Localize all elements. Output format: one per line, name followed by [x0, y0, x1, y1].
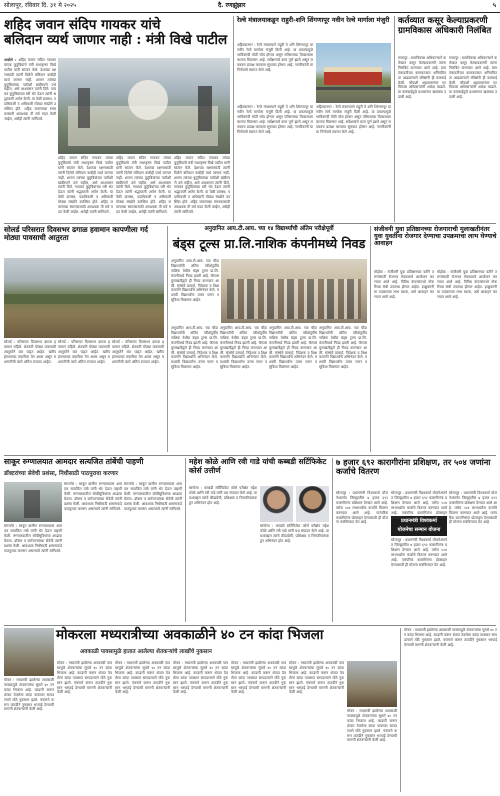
hospital-photo: [4, 482, 62, 522]
article7-body-col2: संगमनेर : साकूर ग्रामीण रुग्णालयाला आमदार सत्यजित तांबे यांनी भेट देऊन पाहणी केली. रुग्णालयातील सोयीसुविधांचा आढावा घेतला. डॉक्टर व कर्मचाऱ्यांच्या सेवेची त्यांनी प्रशंसा केली. आवश्यक निधीसाठी शासनाकडे पाठपुरावा करणार असल्याचे त्यांनी सांगितले.: [64, 482, 122, 511]
article6-body-col2: मोहोळ : संजीवनी युवा प्रतिष्ठानच्या वतीने तरुणांसाठी रोजगार मेळाव्याचे आयोजन करण्यात आले आहे. विविध कंपन्यांमध्ये नोकरीच्या संधी उपलब्ध होणार आहेत. इच्छुकांनी या उपक्रमाचा लाभ घ्यावा, असे आवाहन करण्यात आले आहे.: [437, 270, 497, 299]
article9-body-col2-top: सोलापूर : प्रधानमंत्री विश्वकर्मा योजनेअंतर्गत जिल्ह्यातील ७ हजार ६९२ कारागीरांना प्रशिक्षण देण्यात आले आहे. तसेच ५०४ लाभार्थ्यांना कर्जाचे वितरण करण्यात आले आहे. पारंपरिक कारागिरांना प्रोत्साहन देण्यासाठी ही योजना राबविण्यात येत आहे.: [391, 491, 447, 520]
onion-photo-1: [4, 628, 54, 676]
article10-body-col1: मोकर : मध्यरात्री झालेल्या अवकाळी पावसामुळे शेतकऱ्यांचा सुमारे ४० टन कांदा भिजला आहे. काढणी करून शेतात ठेवलेला कांदा पावसात सापडल्याने मोठे नुकसान झाले. पंचनामे करून तातडीने नुकसान भरपाई देण्याची मागणी शेतकऱ्यांनी केली आहे.: [4, 678, 54, 712]
article7-body-col3: संगमनेर : साकूर ग्रामीण रुग्णालयाला आमदार सत्यजित तांबे यांनी भेट देऊन पाहणी केली. रुग्णालयातील सोयीसुविधांचा आढावा घेतला. डॉक्टर व कर्मचाऱ्यांच्या सेवेची त्यांनी प्रशंसा केली. आवश्यक निधीसाठी शासनाकडे पाठपुरावा करणार असल्याचे त्यांनी सांगितले.: [124, 482, 182, 511]
article10-body-col4: मोकर : मध्यरात्री झालेल्या अवकाळी पावसामुळे शेतकऱ्यांचा सुमारे ४० टन कांदा भिजला आहे. काढणी करून शेतात ठेवलेला कांदा पावसात सापडल्याने मोठे नुकसान झाले. पंचनामे करून तातडीने नुकसान भरपाई देण्याची मागणी शेतकऱ्यांनी केली आहे.: [173, 661, 228, 695]
article1-body-col3: शहिद जवान संदिप गायकर यांच्या कुटुंबियांचे मंत्री राधाकृष्ण विखे पाटील यांनी सांत्वन केले. देशाच्या रक्षणासाठी त्यांनी दिलेले बलिदान कधीही व्यर्थ जाणार नाही. शासन त्यांच्या कुटुंबियांच्या पाठीशी खंबीरपणे उभे राहील, असे आश्वासन त्यांनी दिले. गायकर कुटुंबियांच्या घरी भेट देऊन त्यांनी श्रद्धांजली अर्पण केली. या वेळी ग्रामस्थ, पदाधिकारी व अधिकारी मोठ्या संख्येने उपस्थित होते. शहिद जवानाच्या स्मारकासाठी आवश्यक ती सर्व मदत केली जाईल, असेही त्यांनी सांगितले.: [116, 156, 171, 214]
portrait-photo-2: [296, 486, 329, 522]
article2-body-col1: अहिल्यानगर : रेल्वे मंत्रालयाने राहुरी ते शनि शिंगणापूर या नवीन रेल्वे मार्गाला मंजुरी दिली आहे. या प्रकल्पामुळे भाविकांची मोठी सोय होणार असून परिसराच्या विकासाला चालना मिळणार आहे. सर्वेक्षणाचे काम पूर्ण झाले असून लवकरच प्रत्यक्ष कामाला सुरुवात होणार आहे. नागरिकांनी या निर्णयाचे स्वागत केले आहे.: [237, 43, 313, 72]
article1-photo: [58, 58, 230, 154]
article10-body-col7: मोकर : मध्यरात्री झालेल्या अवकाळी पावसामुळे शेतकऱ्यांचा सुमारे ४० टन कांदा भिजला आहे. काढणी करून शेतात ठेवलेला कांदा पावसात सापडल्याने मोठे नुकसान झाले. पंचनामे करून तातडीने नुकसान भरपाई देण्याची मागणी शेतकऱ्यांनी केली आहे.: [347, 709, 397, 743]
article9-body-col2: सोलापूर : प्रधानमंत्री विश्वकर्मा योजनेअंतर्गत जिल्ह्यातील ७ हजार ६९२ कारागीरांना प्रशिक्षण देण्यात आले आहे. तसेच ५०४ लाभार्थ्यांना कर्जाचे वितरण करण्यात आले आहे. पारंपरिक कारागिरांना प्रोत्साहन देण्यासाठी ही योजना राबविण्यात येत आहे.: [391, 538, 447, 567]
field-photo: [4, 258, 164, 338]
article8-headline: महेश कोळे आणि रवी गाडे यांची कब्बडी सर्टिफिकेट कोर्स उत्तीर्ण: [189, 457, 327, 475]
article4-body-col1: सोलर्ड : परिसरात दिवसभर ढगाळ हवामान राहिले. शेतकरी मोठ्या पावसाची आतुरतेने वाट पाहत आहेत. खरीप हंगामाच्या तयारीला वेग आला असून मशागतीची कामे अंतिम टप्प्यात आहेत.: [4, 340, 56, 364]
students-photo: [221, 259, 367, 323]
page-header: [0, 0, 500, 13]
article7-headline: साकूर रुग्णालयात आमदार सत्यजित तांबेंची पाहणी: [4, 457, 144, 466]
header-date: सोलापूर, रविवार दि. ३१ मे २०२५: [4, 2, 77, 9]
article5-body-col4: अनुदानित आय.टी.आय. च्या चौदा विद्यार्थ्यांची अंतिम परीक्षेपूर्वीच नाशिक येथील बंड्स टूल्स प्रा.लि. कंपनीमध्ये निवड झाली आहे. कॅम्पस मुलाखतीद्वारे ही निवड करण्यात आली. संस्थेचे प्राचार्य, निदेशक व शिक्षकवर्गाने विद्यार्थ्यांचे अभिनंदन केले. यशस्वी विद्यार्थ्यांना उत्तम पगार व सुविधा मिळणार आहेत.: [269, 326, 317, 370]
portrait-photo-1: [260, 486, 293, 522]
article1-headline: शहिद जवान संदिप गायकर यांचे बलिदान व्यर्थ जाणार नाही : मंत्री विखे पाटील: [4, 17, 228, 49]
scheme-box: प्रधानमंत्री विश्वकर्मा योजनेचा सन्मान योजना: [391, 516, 447, 536]
article6-body-col1: मोहोळ : संजीवनी युवा प्रतिष्ठानच्या वतीने तरुणांसाठी रोजगार मेळाव्याचे आयोजन करण्यात आले आहे. विविध कंपन्यांमध्ये नोकरीच्या संधी उपलब्ध होणार आहेत. इच्छुकांनी या उपक्रमाचा लाभ घ्यावा, असे आवाहन करण्यात आले आहे.: [374, 270, 434, 299]
article1-body-col1: अकोले : शहिद जवान संदिप गायकर यांच्या कुटुंबियांचे मंत्री राधाकृष्ण विखे पाटील यांनी सांत्वन केले. देशाच्या रक्षणासाठी त्यांनी दिलेले बलिदान कधीही व्यर्थ जाणार नाही. शासन त्यांच्या कुटुंबियांच्या पाठीशी खंबीरपणे उभे राहील, असे आश्वासन त्यांनी दिले. गायकर कुटुंबियांच्या घरी भेट देऊन त्यांनी श्रद्धांजली अर्पण केली. या वेळी ग्रामस्थ, पदाधिकारी व अधिकारी मोठ्या संख्येने उपस्थित होते. शहिद जवानाच्या स्मारकासाठी आवश्यक ती सर्व मदत केली जाईल, असेही त्यांनी सांगितले.: [4, 58, 56, 121]
article10-body-col8: मोकर : मध्यरात्री झालेल्या अवकाळी पावसामुळे शेतकऱ्यांचा सुमारे ४० टन कांदा भिजला आहे. काढणी करून शेतात ठेवलेला कांदा पावसात सापडल्याने मोठे नुकसान झाले. पंचनामे करून तातडीने नुकसान भरपाई देण्याची मागणी शेतकऱ्यांनी केली आहे.: [404, 628, 497, 647]
article3-body-col2: राजापूर : ग्रामविकास अधिकाऱ्याने कर्तव्यात कसूर केल्याप्रकरणी त्यांना निलंबित करण्यात आले आहे. ग्रामपंचायतीच्या कामकाजात अनियमितता आढळल्याने वरिष्ठांनी ही कारवाई केली. चौकशी अहवालानंतर गटविकास अधिकाऱ्यांनी आदेश काढले. या कारवाईमुळे प्रशासनात खळबळ उडाली आहे.: [449, 56, 497, 100]
article4-headline: सोलर्ड परिसरात दिवसभर ढगाळ हवामान कापणीला गर्द मोठ्या पावसाची आतुरता: [4, 225, 148, 243]
article9-body-col1: सोलापूर : प्रधानमंत्री विश्वकर्मा योजनेअंतर्गत जिल्ह्यातील ७ हजार ६९२ कारागीरांना प्रशिक्षण देण्यात आले आहे. तसेच ५०४ लाभार्थ्यांना कर्जाचे वितरण करण्यात आले आहे. पारंपरिक कारागिरांना प्रोत्साहन देण्यासाठी ही योजना राबविण्यात येत आहे.: [336, 491, 388, 525]
article5-kicker: अनुदानित आय.टी.आय. च्या १४ विद्यार्थ्यांची अंतिम परीक्षेपूर्वी: [204, 226, 334, 232]
article10-body-col6: मोकर : मध्यरात्री झालेल्या अवकाळी पावसामुळे शेतकऱ्यांचा सुमारे ४० टन कांदा भिजला आहे. काढणी करून शेतात ठेवलेला कांदा पावसात सापडल्याने मोठे नुकसान झाले. पंचनामे करून तातडीने नुकसान भरपाई देण्याची मागणी शेतकऱ्यांनी केली आहे.: [289, 661, 344, 695]
article10-headline: मोकरला मध्यरात्रीच्या अवकाळीने ४० टन कांदा भिजला: [56, 627, 324, 643]
onion-photo-2: [347, 661, 397, 707]
article8-body-col2: सांगोला : कब्बडी सर्टिफिकेट कोर्स परीक्षेत महेश कोळे आणि रवी गाडे यांनी यश संपादन केले आहे. या यशाबद्दल त्यांचे क्रीडाप्रेमी, प्रशिक्षक व मित्रपरिवाराकडून अभिनंदन होत आहे.: [260, 524, 329, 543]
article10-body-col2: मोकर : मध्यरात्री झालेल्या अवकाळी पावसामुळे शेतकऱ्यांचा सुमारे ४० टन कांदा भिजला आहे. काढणी करून शेतात ठेवलेला कांदा पावसात सापडल्याने मोठे नुकसान झाले. पंचनामे करून तातडीने नुकसान भरपाई देण्याची मागणी शेतकऱ्यांनी केली आहे.: [57, 661, 112, 695]
article1-body-col2: शहिद जवान संदिप गायकर यांच्या कुटुंबियांचे मंत्री राधाकृष्ण विखे पाटील यांनी सांत्वन केले. देशाच्या रक्षणासाठी त्यांनी दिलेले बलिदान कधीही व्यर्थ जाणार नाही. शासन त्यांच्या कुटुंबियांच्या पाठीशी खंबीरपणे उभे राहील, असे आश्वासन त्यांनी दिले. गायकर कुटुंबियांच्या घरी भेट देऊन त्यांनी श्रद्धांजली अर्पण केली. या वेळी ग्रामस्थ, पदाधिकारी व अधिकारी मोठ्या संख्येने उपस्थित होते. शहिद जवानाच्या स्मारकासाठी आवश्यक ती सर्व मदत केली जाईल, असेही त्यांनी सांगितले.: [58, 156, 113, 214]
article1-body-col4: शहिद जवान संदिप गायकर यांच्या कुटुंबियांचे मंत्री राधाकृष्ण विखे पाटील यांनी सांत्वन केले. देशाच्या रक्षणासाठी त्यांनी दिलेले बलिदान कधीही व्यर्थ जाणार नाही. शासन त्यांच्या कुटुंबियांच्या पाठीशी खंबीरपणे उभे राहील, असे आश्वासन त्यांनी दिले. गायकर कुटुंबियांच्या घरी भेट देऊन त्यांनी श्रद्धांजली अर्पण केली. या वेळी ग्रामस्थ, पदाधिकारी व अधिकारी मोठ्या संख्येने उपस्थित होते. शहिद जवानाच्या स्मारकासाठी आवश्यक ती सर्व मदत केली जाईल, असेही त्यांनी सांगितले.: [174, 156, 230, 214]
article10-body-col5: मोकर : मध्यरात्री झालेल्या अवकाळी पावसामुळे शेतकऱ्यांचा सुमारे ४० टन कांदा भिजला आहे. काढणी करून शेतात ठेवलेला कांदा पावसात सापडल्याने मोठे नुकसान झाले. पंचनामे करून तातडीने नुकसान भरपाई देण्याची मागणी शेतकऱ्यांनी केली आहे.: [231, 661, 286, 695]
article10-subhead: अवकाळी पावसामुळे हातात आलेल्या शेतकऱ्यांचे लाखोंचे नुकसान: [80, 649, 212, 655]
article5-body-col5: अनुदानित आय.टी.आय. च्या चौदा विद्यार्थ्यांची अंतिम परीक्षेपूर्वीच नाशिक येथील बंड्स टूल्स प्रा.लि. कंपनीमध्ये निवड झाली आहे. कॅम्पस मुलाखतीद्वारे ही निवड करण्यात आली. संस्थेचे प्राचार्य, निदेशक व शिक्षकवर्गाने विद्यार्थ्यांचे अभिनंदन केले. यशस्वी विद्यार्थ्यांना उत्तम पगार व सुविधा मिळणार आहेत.: [319, 326, 367, 370]
article4-body-col3: सोलर्ड : परिसरात दिवसभर ढगाळ हवामान राहिले. शेतकरी मोठ्या पावसाची आतुरतेने वाट पाहत आहेत. खरीप हंगामाच्या तयारीला वेग आला असून मशागतीची कामे अंतिम टप्प्यात आहेत.: [112, 340, 164, 364]
article2-body-col3: अहिल्यानगर : रेल्वे मंत्रालयाने राहुरी ते शनि शिंगणापूर या नवीन रेल्वे मार्गाला मंजुरी दिली आहे. या प्रकल्पामुळे भाविकांची मोठी सोय होणार असून परिसराच्या विकासाला चालना मिळणार आहे. सर्वेक्षणाचे काम पूर्ण झाले असून लवकरच प्रत्यक्ष कामाला सुरुवात होणार आहे. नागरिकांनी या निर्णयाचे स्वागत केले आहे.: [316, 105, 391, 134]
article7-subhead: डॉक्टरांच्या सेवेची प्रशंसा, निधीसाठी पाठपुरावा करणार: [4, 471, 119, 477]
article10-body-col3: मोकर : मध्यरात्री झालेल्या अवकाळी पावसामुळे शेतकऱ्यांचा सुमारे ४० टन कांदा भिजला आहे. काढणी करून शेतात ठेवलेला कांदा पावसात सापडल्याने मोठे नुकसान झाले. पंचनामे करून तातडीने नुकसान भरपाई देण्याची मागणी शेतकऱ्यांनी केली आहे.: [115, 661, 170, 695]
article9-body-col3: सोलापूर : प्रधानमंत्री विश्वकर्मा योजनेअंतर्गत जिल्ह्यातील ७ हजार ६९२ कारागीरांना प्रशिक्षण देण्यात आले आहे. तसेच ५०४ लाभार्थ्यांना कर्जाचे वितरण करण्यात आले आहे. पारंपरिक कारागिरांना प्रोत्साहन देण्यासाठी ही योजना राबविण्यात येत आहे.: [449, 491, 497, 525]
article5-body-col2: अनुदानित आय.टी.आय. च्या चौदा विद्यार्थ्यांची अंतिम परीक्षेपूर्वीच नाशिक येथील बंड्स टूल्स प्रा.लि. कंपनीमध्ये निवड झाली आहे. कॅम्पस मुलाखतीद्वारे ही निवड करण्यात आली. संस्थेचे प्राचार्य, निदेशक व शिक्षकवर्गाने विद्यार्थ्यांचे अभिनंदन केले. यशस्वी विद्यार्थ्यांना उत्तम पगार व सुविधा मिळणार आहेत.: [171, 326, 218, 370]
article9-headline: ७ हजार ६९२ कारागीरांना प्रशिक्षण, तर ५०४ जणांना कर्जाचे वितरण: [336, 457, 491, 477]
article5-body-col1: अनुदानित आय.टी.आय. च्या चौदा विद्यार्थ्यांची अंतिम परीक्षेपूर्वीच नाशिक येथील बंड्स टूल्स प्रा.लि. कंपनीमध्ये निवड झाली आहे. कॅम्पस मुलाखतीद्वारे ही निवड करण्यात आली. संस्थेचे प्राचार्य, निदेशक व शिक्षकवर्गाने विद्यार्थ्यांचे अभिनंदन केले. यशस्वी विद्यार्थ्यांना उत्तम पगार व सुविधा मिळणार आहेत.: [171, 259, 219, 303]
article7-body-col1: संगमनेर : साकूर ग्रामीण रुग्णालयाला आमदार सत्यजित तांबे यांनी भेट देऊन पाहणी केली. रुग्णालयातील सोयीसुविधांचा आढावा घेतला. डॉक्टर व कर्मचाऱ्यांच्या सेवेची त्यांनी प्रशंसा केली. आवश्यक निधीसाठी शासनाकडे पाठपुरावा करणार असल्याचे त्यांनी सांगितले.: [4, 524, 62, 553]
article3-body-col1: राजापूर : ग्रामविकास अधिकाऱ्याने कर्तव्यात कसूर केल्याप्रकरणी त्यांना निलंबित करण्यात आले आहे. ग्रामपंचायतीच्या कामकाजात अनियमितता आढळल्याने वरिष्ठांनी ही कारवाई केली. चौकशी अहवालानंतर गटविकास अधिकाऱ्यांनी आदेश काढले. या कारवाईमुळे प्रशासनात खळबळ उडाली आहे.: [398, 56, 446, 100]
train-photo: [316, 43, 391, 103]
article2-body-col2: अहिल्यानगर : रेल्वे मंत्रालयाने राहुरी ते शनि शिंगणापूर या नवीन रेल्वे मार्गाला मंजुरी दिली आहे. या प्रकल्पामुळे भाविकांची मोठी सोय होणार असून परिसराच्या विकासाला चालना मिळणार आहे. सर्वेक्षणाचे काम पूर्ण झाले असून लवकरच प्रत्यक्ष कामाला सुरुवात होणार आहे. नागरिकांनी या निर्णयाचे स्वागत केले आहे.: [237, 105, 313, 134]
article2-headline: रेल्वे मंत्रालयाकडून राहुरी-शनि शिंगणापूर नवीन रेल्वे मार्गाला मंजुरी: [237, 16, 390, 24]
article5-body-col3: अनुदानित आय.टी.आय. च्या चौदा विद्यार्थ्यांची अंतिम परीक्षेपूर्वीच नाशिक येथील बंड्स टूल्स प्रा.लि. कंपनीमध्ये निवड झाली आहे. कॅम्पस मुलाखतीद्वारे ही निवड करण्यात आली. संस्थेचे प्राचार्य, निदेशक व शिक्षकवर्गाने विद्यार्थ्यांचे अभिनंदन केले. यशस्वी विद्यार्थ्यांना उत्तम पगार व सुविधा मिळणार आहेत.: [220, 326, 267, 370]
article5-headline: बंड्स टूल्स प्रा.लि.नाशिक कंपनीमध्ये निवड: [172, 236, 366, 251]
header-page-number: ५: [492, 2, 496, 9]
article3-headline: कर्तव्यात कसूर केल्याप्रकरणी ग्रामविकास अधिकारी निलंबित: [398, 16, 492, 36]
header-masthead: दै. रणझुंझार: [218, 2, 246, 9]
article6-headline: संजीवनी युवा प्रतिष्ठानच्या रोजगाराची मुलाखतीनंतर युवा युवतींना रोजगार देण्याचा उपक्रमाचा लाभ घेण्याचे आवाहन: [374, 226, 497, 248]
article8-body-col1: सांगोला : कब्बडी सर्टिफिकेट कोर्स परीक्षेत महेश कोळे आणि रवी गाडे यांनी यश संपादन केले आहे. या यशाबद्दल त्यांचे क्रीडाप्रेमी, प्रशिक्षक व मित्रपरिवाराकडून अभिनंदन होत आहे.: [189, 486, 257, 505]
article4-body-col2: सोलर्ड : परिसरात दिवसभर ढगाळ हवामान राहिले. शेतकरी मोठ्या पावसाची आतुरतेने वाट पाहत आहेत. खरीप हंगामाच्या तयारीला वेग आला असून मशागतीची कामे अंतिम टप्प्यात आहेत.: [58, 340, 110, 364]
